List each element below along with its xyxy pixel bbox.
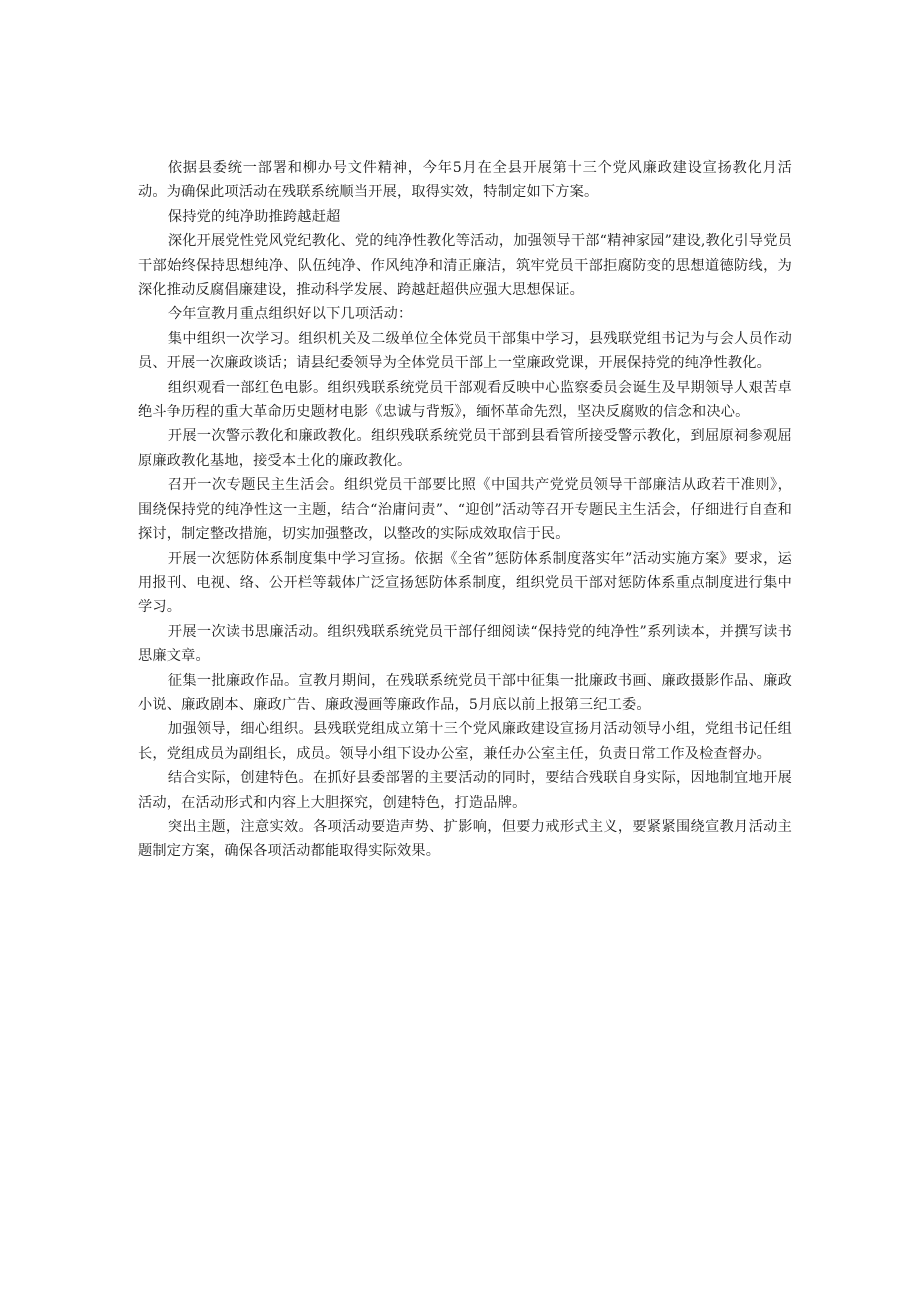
activity-warning-education-paragraph: 开展一次警示教化和廉政教化。组织残联系统党员干部到县看管所接受警示教化，到屈原祠参观屈原廉政教化基地，接受本土化的廉政教化。 — [138, 428, 792, 469]
section-heading: 保持党的纯净助推跨越赶超 — [167, 208, 341, 225]
requirement-leadership-paragraph: 加强领导，细心组织。县残联党组成立第十三个党风廉政建设宣扬月活动领导小组，党组书记任组长，党组成员为副组长，成员。领导小组下设办公室，兼任办公室主任，负责日常工作及检查督办。 — [138, 721, 792, 762]
activities-intro-paragraph: 今年宣教月重点组织好以下几项活动： — [167, 306, 413, 323]
activity-system-study-paragraph: 开展一次惩防体系制度集中学习宣扬。依据《全省”惩防体系制度落实年”活动实施方案》要求，运用报刊、电视、络、公开栏等载体广泛宣扬惩防体系制度，组织党员干部对惩防体系重点制度进行集中学习。 — [138, 550, 792, 616]
intro-paragraph: 依据县委统一部署和柳办号文件精神，今年5月在全县开展第十三个党风廉政建设宣扬教化月活动。为确保此项活动在残联系统顺当开展，取得实效，特制定如下方案。 — [138, 160, 792, 201]
requirement-effect-paragraph: 突出主题，注意实效。各项活动要造声势、扩影响，但要力戒形式主义，要紧紧围绕宣教月活动主题制定方案，确保各项活动都能取得实际效果。 — [138, 818, 792, 860]
activity-works-paragraph: 征集一批廉政作品。宣教月期间，在残联系统党员干部中征集一批廉政书画、廉政摄影作品、廉政小说、廉政剧本、廉政广告、廉政漫画等廉政作品，5月底以前上报第三纪工委。 — [138, 672, 792, 713]
activity-study-paragraph: 集中组织一次学习。组织机关及二级单位全体党员干部集中学习，县残联党组书记为与会人员作动员、开展一次廉政谈话；请县纪委领导为全体党员干部上一堂廉政党课，开展保持党的纯净性教化。 — [138, 330, 792, 372]
activity-film-paragraph: 组织观看一部红色电影。组织残联系统党员干部观看反映中心监察委员会诞生及早期领导人艰苦卓绝斗争历程的重大革命历史题材电影《忠诚与背叛》，缅怀革命先烈，坚决反腐败的信念和决心。 — [138, 379, 792, 421]
goal-paragraph: 深化开展党性党风党纪教化、党的纯净性教化等活动，加强领导干部“精神家园”建设,教化引导党员干部始终保持思想纯净、队伍纯净、作风纯净和清正廉洁，筑牢党员干部拒腐防变的思想道德防线，为深化推动反腐倡廉建设，推动科学发展、跨越赶超供应强大思想保证。 — [138, 233, 792, 299]
activity-reading-paragraph: 开展一次读书思廉活动。组织残联系统党员干部仔细阅读“保持党的纯净性”系列读本，并撰写读书思廉文章。 — [138, 623, 792, 665]
activity-meeting-paragraph: 召开一次专题民主生活会。组织党员干部要比照《中国共产党党员领导干部廉洁从政若干准则》，围绕保持党的纯净性这一主题，结合“治庸问责”、“迎创”活动等召开专题民主生活会，仔细进行自查和探讨，制定整改措施，切实加强整改，以整改的实际成效取信于民。 — [138, 477, 792, 543]
requirement-features-paragraph: 结合实际，创建特色。在抓好县委部署的主要活动的同时，要结合残联自身实际，因地制宜地开展活动，在活动形式和内容上大胆探究，创建特色，打造品牌。 — [138, 770, 792, 811]
document-body — [138, 156, 792, 864]
